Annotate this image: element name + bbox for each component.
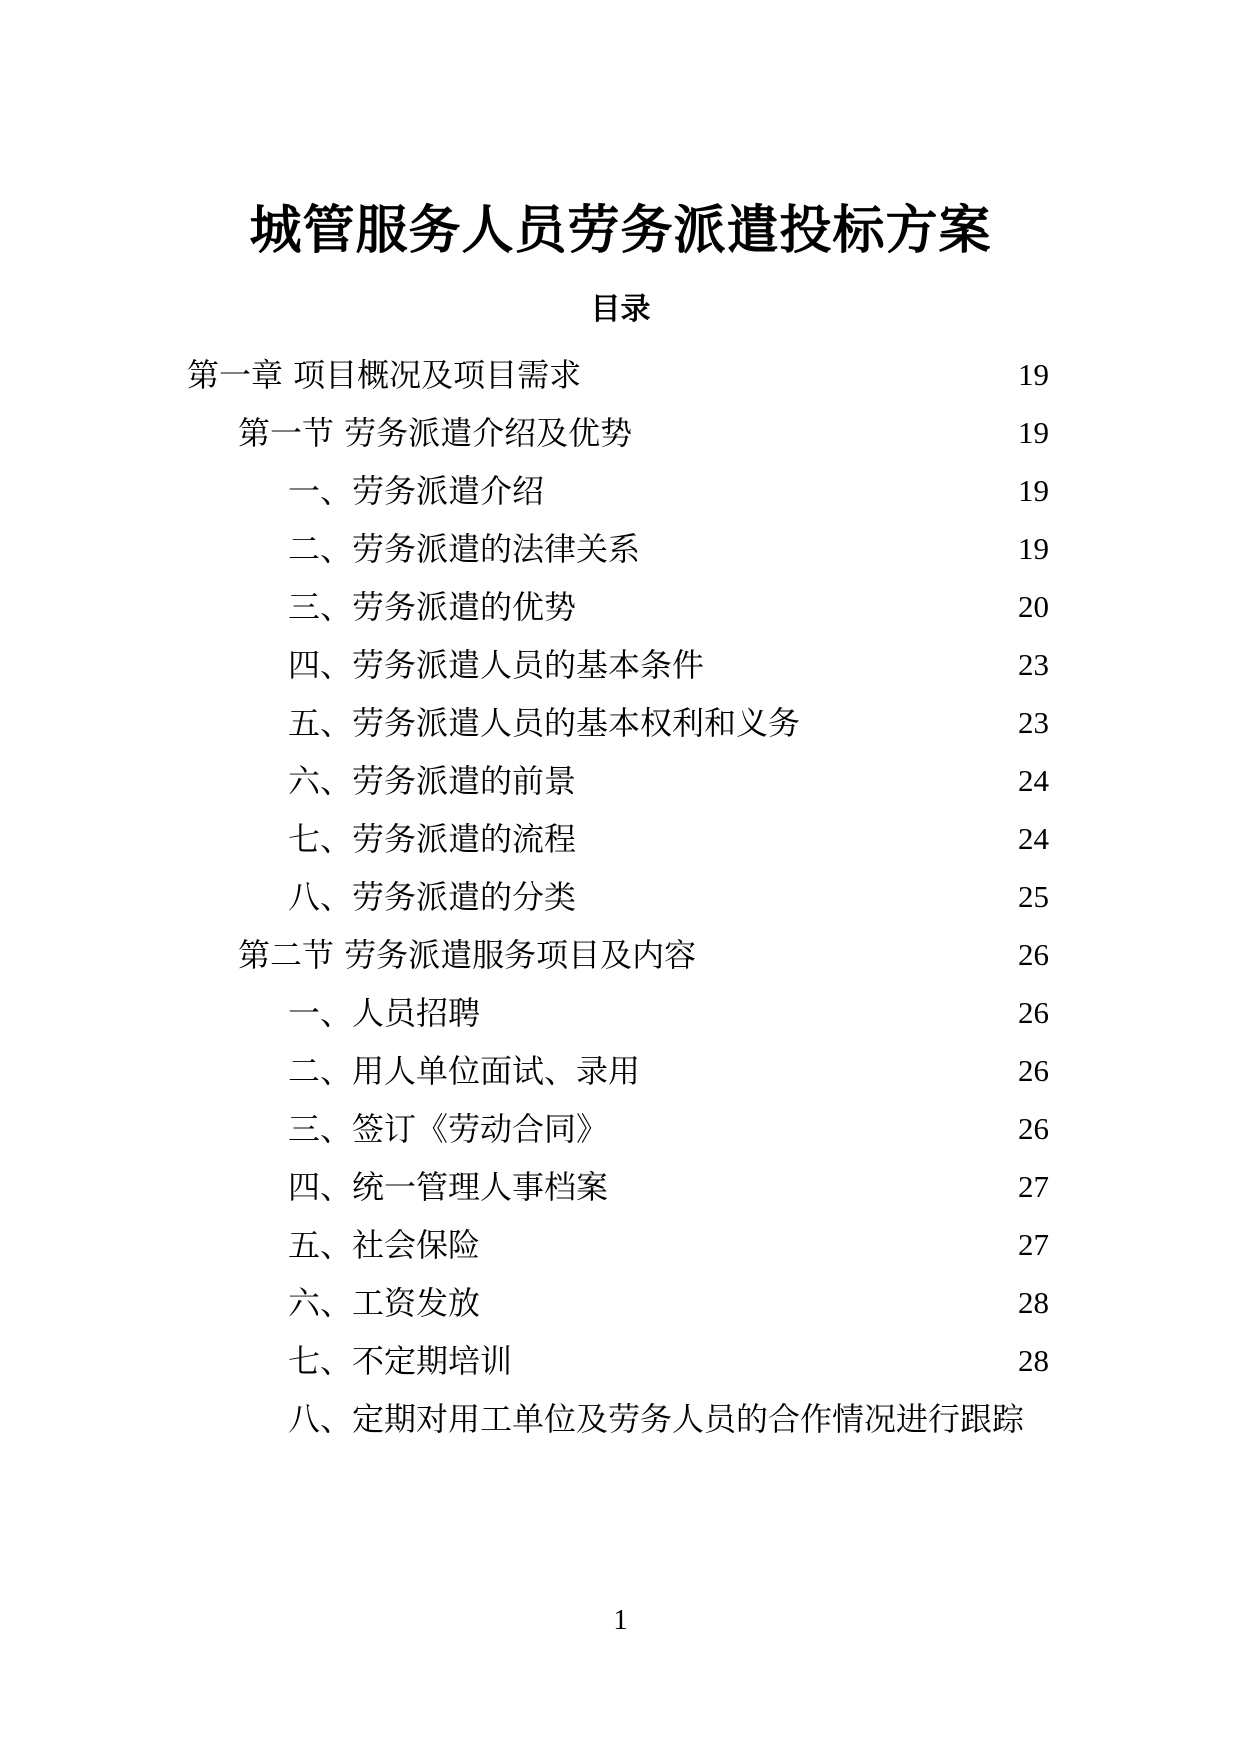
toc-entry-page: 19	[1018, 473, 1049, 508]
toc-entry-title: 一、劳务派遣介绍	[288, 472, 545, 510]
toc-entry-page: 24	[1018, 821, 1049, 856]
toc-entry-item[interactable]	[0, 1046, 1241, 1096]
toc-entry-item[interactable]	[0, 988, 1241, 1038]
toc-entry-page: 26	[1018, 1111, 1049, 1146]
toc-heading: 目录	[590, 292, 651, 327]
toc-entry-page: 19	[1018, 415, 1049, 450]
toc-entry-page: 25	[1018, 879, 1049, 914]
toc-entry-title: 四、统一管理人事档案	[288, 1168, 609, 1206]
toc-entry-title: 五、社会保险	[288, 1226, 481, 1264]
toc-entry-title: 六、工资发放	[288, 1284, 481, 1322]
toc-entry-page: 20	[1018, 589, 1049, 624]
toc-entry-title: 二、劳务派遣的法律关系	[288, 530, 641, 568]
toc-entry-item[interactable]	[0, 1394, 1241, 1444]
toc-entry-title: 八、劳务派遣的分类	[288, 878, 577, 916]
toc-entry-title: 第一节 劳务派遣介绍及优势	[238, 414, 633, 452]
toc-entry-page: 26	[1018, 1053, 1049, 1088]
toc-entry-page: 19	[1018, 357, 1049, 392]
toc-entry-item[interactable]	[0, 1104, 1241, 1154]
toc-entry-title: 二、用人单位面试、录用	[288, 1052, 641, 1090]
toc-entry-item[interactable]	[0, 582, 1241, 632]
toc-entry-page: 28	[1018, 1343, 1049, 1378]
toc-entry-page: 26	[1018, 995, 1049, 1030]
toc-entry-page: 27	[1018, 1227, 1049, 1262]
toc-entry-chapter-1[interactable]	[0, 350, 1241, 400]
toc-entry-item[interactable]	[0, 640, 1241, 690]
toc-entry-item[interactable]	[0, 872, 1241, 922]
toc-entry-item[interactable]	[0, 756, 1241, 806]
toc-entry-title: 第二节 劳务派遣服务项目及内容	[238, 936, 697, 974]
toc-entry-item[interactable]	[0, 524, 1241, 574]
toc-entry-page: 24	[1018, 763, 1049, 798]
toc-entry-title: 四、劳务派遣人员的基本条件	[288, 646, 705, 684]
toc-entry-title: 七、不定期培训	[288, 1342, 513, 1380]
document-title: 城管服务人员劳务派遣投标方案	[249, 201, 992, 261]
toc-entry-title: 八、定期对用工单位及劳务人员的合作情况进行跟踪	[288, 1400, 1025, 1438]
toc-entry-item[interactable]	[0, 1278, 1241, 1328]
toc-entry-title: 三、签订《劳动合同》	[288, 1110, 609, 1148]
toc-entry-item[interactable]	[0, 698, 1241, 748]
toc-entry-item[interactable]	[0, 466, 1241, 516]
page-number: 1	[613, 1604, 628, 1636]
toc-entry-page: 26	[1018, 937, 1049, 972]
toc-entry-section-1[interactable]	[0, 408, 1241, 458]
toc-entry-title: 三、劳务派遣的优势	[288, 588, 577, 626]
toc-entry-title: 第一章 项目概况及项目需求	[187, 356, 582, 394]
toc-entry-title: 七、劳务派遣的流程	[288, 820, 577, 858]
toc-entry-page: 23	[1018, 705, 1049, 740]
toc-entry-page: 27	[1018, 1169, 1049, 1204]
toc-entry-item[interactable]	[0, 1336, 1241, 1386]
toc-entry-item[interactable]	[0, 814, 1241, 864]
toc-entry-page: 28	[1018, 1285, 1049, 1320]
toc-entry-page: 23	[1018, 647, 1049, 682]
toc-entry-section-2[interactable]	[0, 930, 1241, 980]
toc-entry-title: 五、劳务派遣人员的基本权利和义务	[288, 704, 801, 742]
toc-entry-title: 一、人员招聘	[288, 994, 481, 1032]
toc-entry-item[interactable]	[0, 1220, 1241, 1270]
toc-entry-item[interactable]	[0, 1162, 1241, 1212]
toc-entry-title: 六、劳务派遣的前景	[288, 762, 577, 800]
toc-entry-page: 19	[1018, 531, 1049, 566]
